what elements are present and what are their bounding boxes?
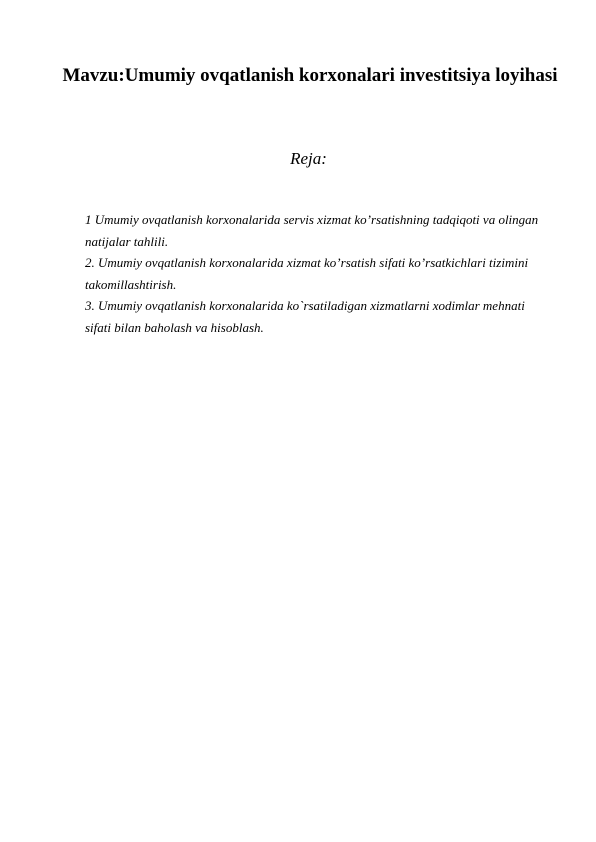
plan-list — [85, 209, 545, 338]
plan-item-2: 2. Umumiy ovqatlanish korxonalarida xizmat ko’rsatish sifati ko’rsatkichlari tizimini takomillashtirish. — [85, 255, 529, 292]
plan-item-1: 1 Umumiy ovqatlanish korxonalarida servis xizmat ko’rsatishning tadqiqoti va olingan natijalar tahlili. — [85, 212, 539, 249]
document-title: Mavzu:Umumiy ovqatlanish korxonalari investitsiya loyihasi — [62, 65, 558, 86]
plan-item-3: 3. Umumiy ovqatlanish korxonalarida ko`rsatiladigan xizmatlarni xodimlar mehnati sifati bilan baholash va hisoblash. — [85, 298, 525, 335]
plan-heading: Reja: — [290, 149, 327, 168]
